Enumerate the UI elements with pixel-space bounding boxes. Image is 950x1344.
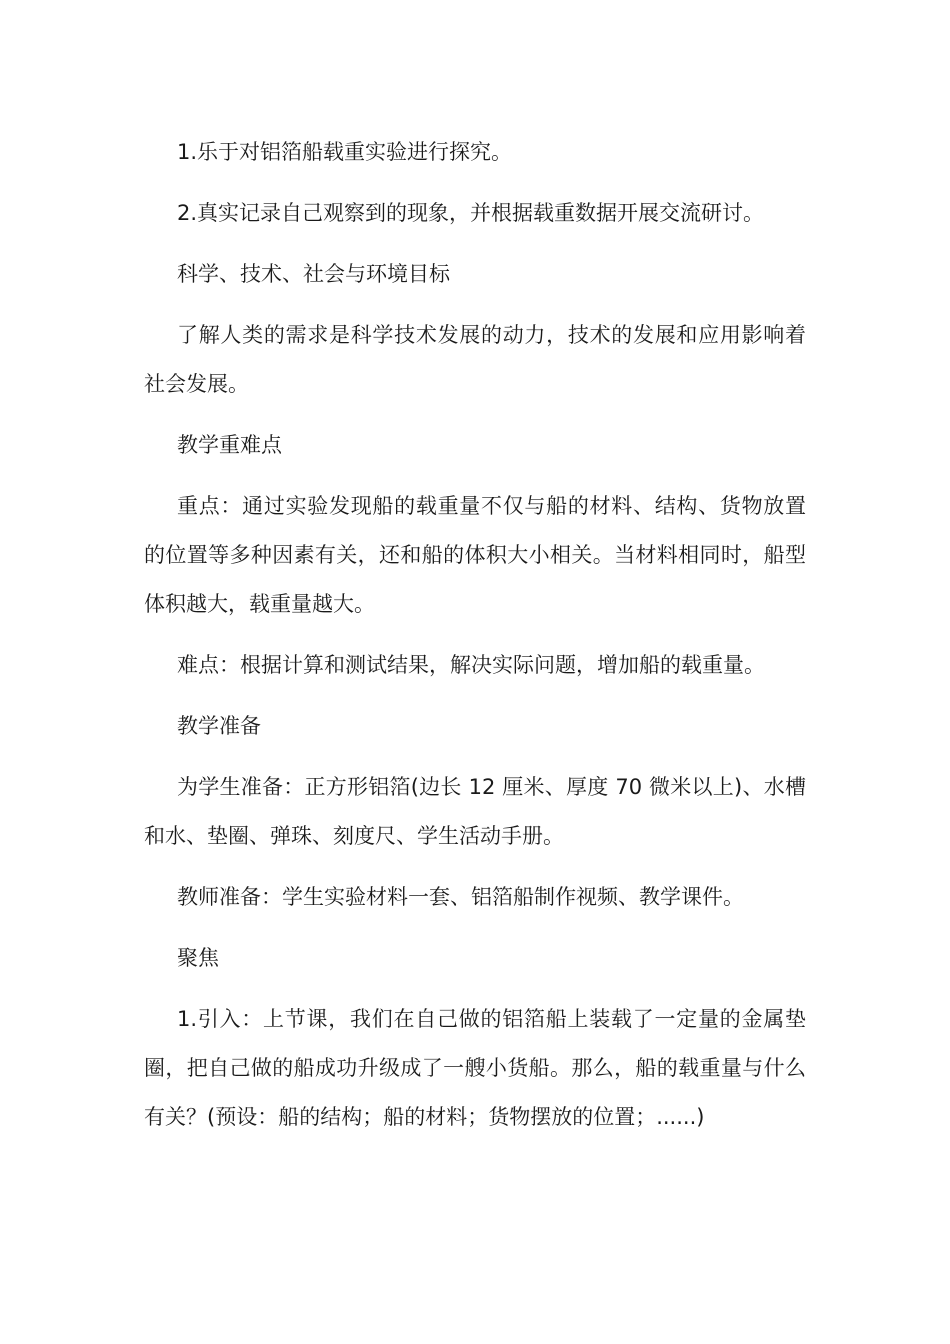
- focus-introduction-text: 1.引入：上节课，我们在自己做的铝箔船上装载了一定量的金属垫圈，把自己做的船成功升级成了一艘小货船。那么，船的载重量与什么有关？(预设：船的结构；船的材料；货物摆放的位置；......): [144, 1007, 806, 1129]
- teacher-preparation-text: 教师准备：学生实验材料一套、铝箔船制作视频、教学课件。: [177, 885, 744, 909]
- objective-record: 2.真实记录自己观察到的现象，并根据载重数据开展交流研讨。: [177, 201, 765, 225]
- student-preparation-text: 为学生准备：正方形铝箔(边长 12 厘米、厚度 70 微米以上)、水槽和水、垫圈、弹珠、刻度尺、学生活动手册。: [144, 775, 806, 848]
- document-page: [144, 128, 806, 1154]
- section-heading-preparation: 教学准备: [177, 714, 261, 738]
- section-heading-stse-goals: 科学、技术、社会与环境目标: [177, 262, 450, 286]
- stse-goal-text: 了解人类的需求是科学技术发展的动力，技术的发展和应用影响着社会发展。: [144, 323, 806, 396]
- section-heading-focus: 聚焦: [177, 946, 219, 970]
- key-point-text: 重点：通过实验发现船的载重量不仅与船的材料、结构、货物放置的位置等多种因素有关，还和船的体积大小相关。当材料相同时，船型体积越大，载重量越大。: [144, 494, 806, 616]
- section-heading-key-points: 教学重难点: [177, 433, 282, 457]
- difficult-point-text: 难点：根据计算和测试结果，解决实际问题，增加船的载重量。: [177, 653, 765, 677]
- objective-explore: 1.乐于对铝箔船载重实验进行探究。: [177, 140, 513, 164]
